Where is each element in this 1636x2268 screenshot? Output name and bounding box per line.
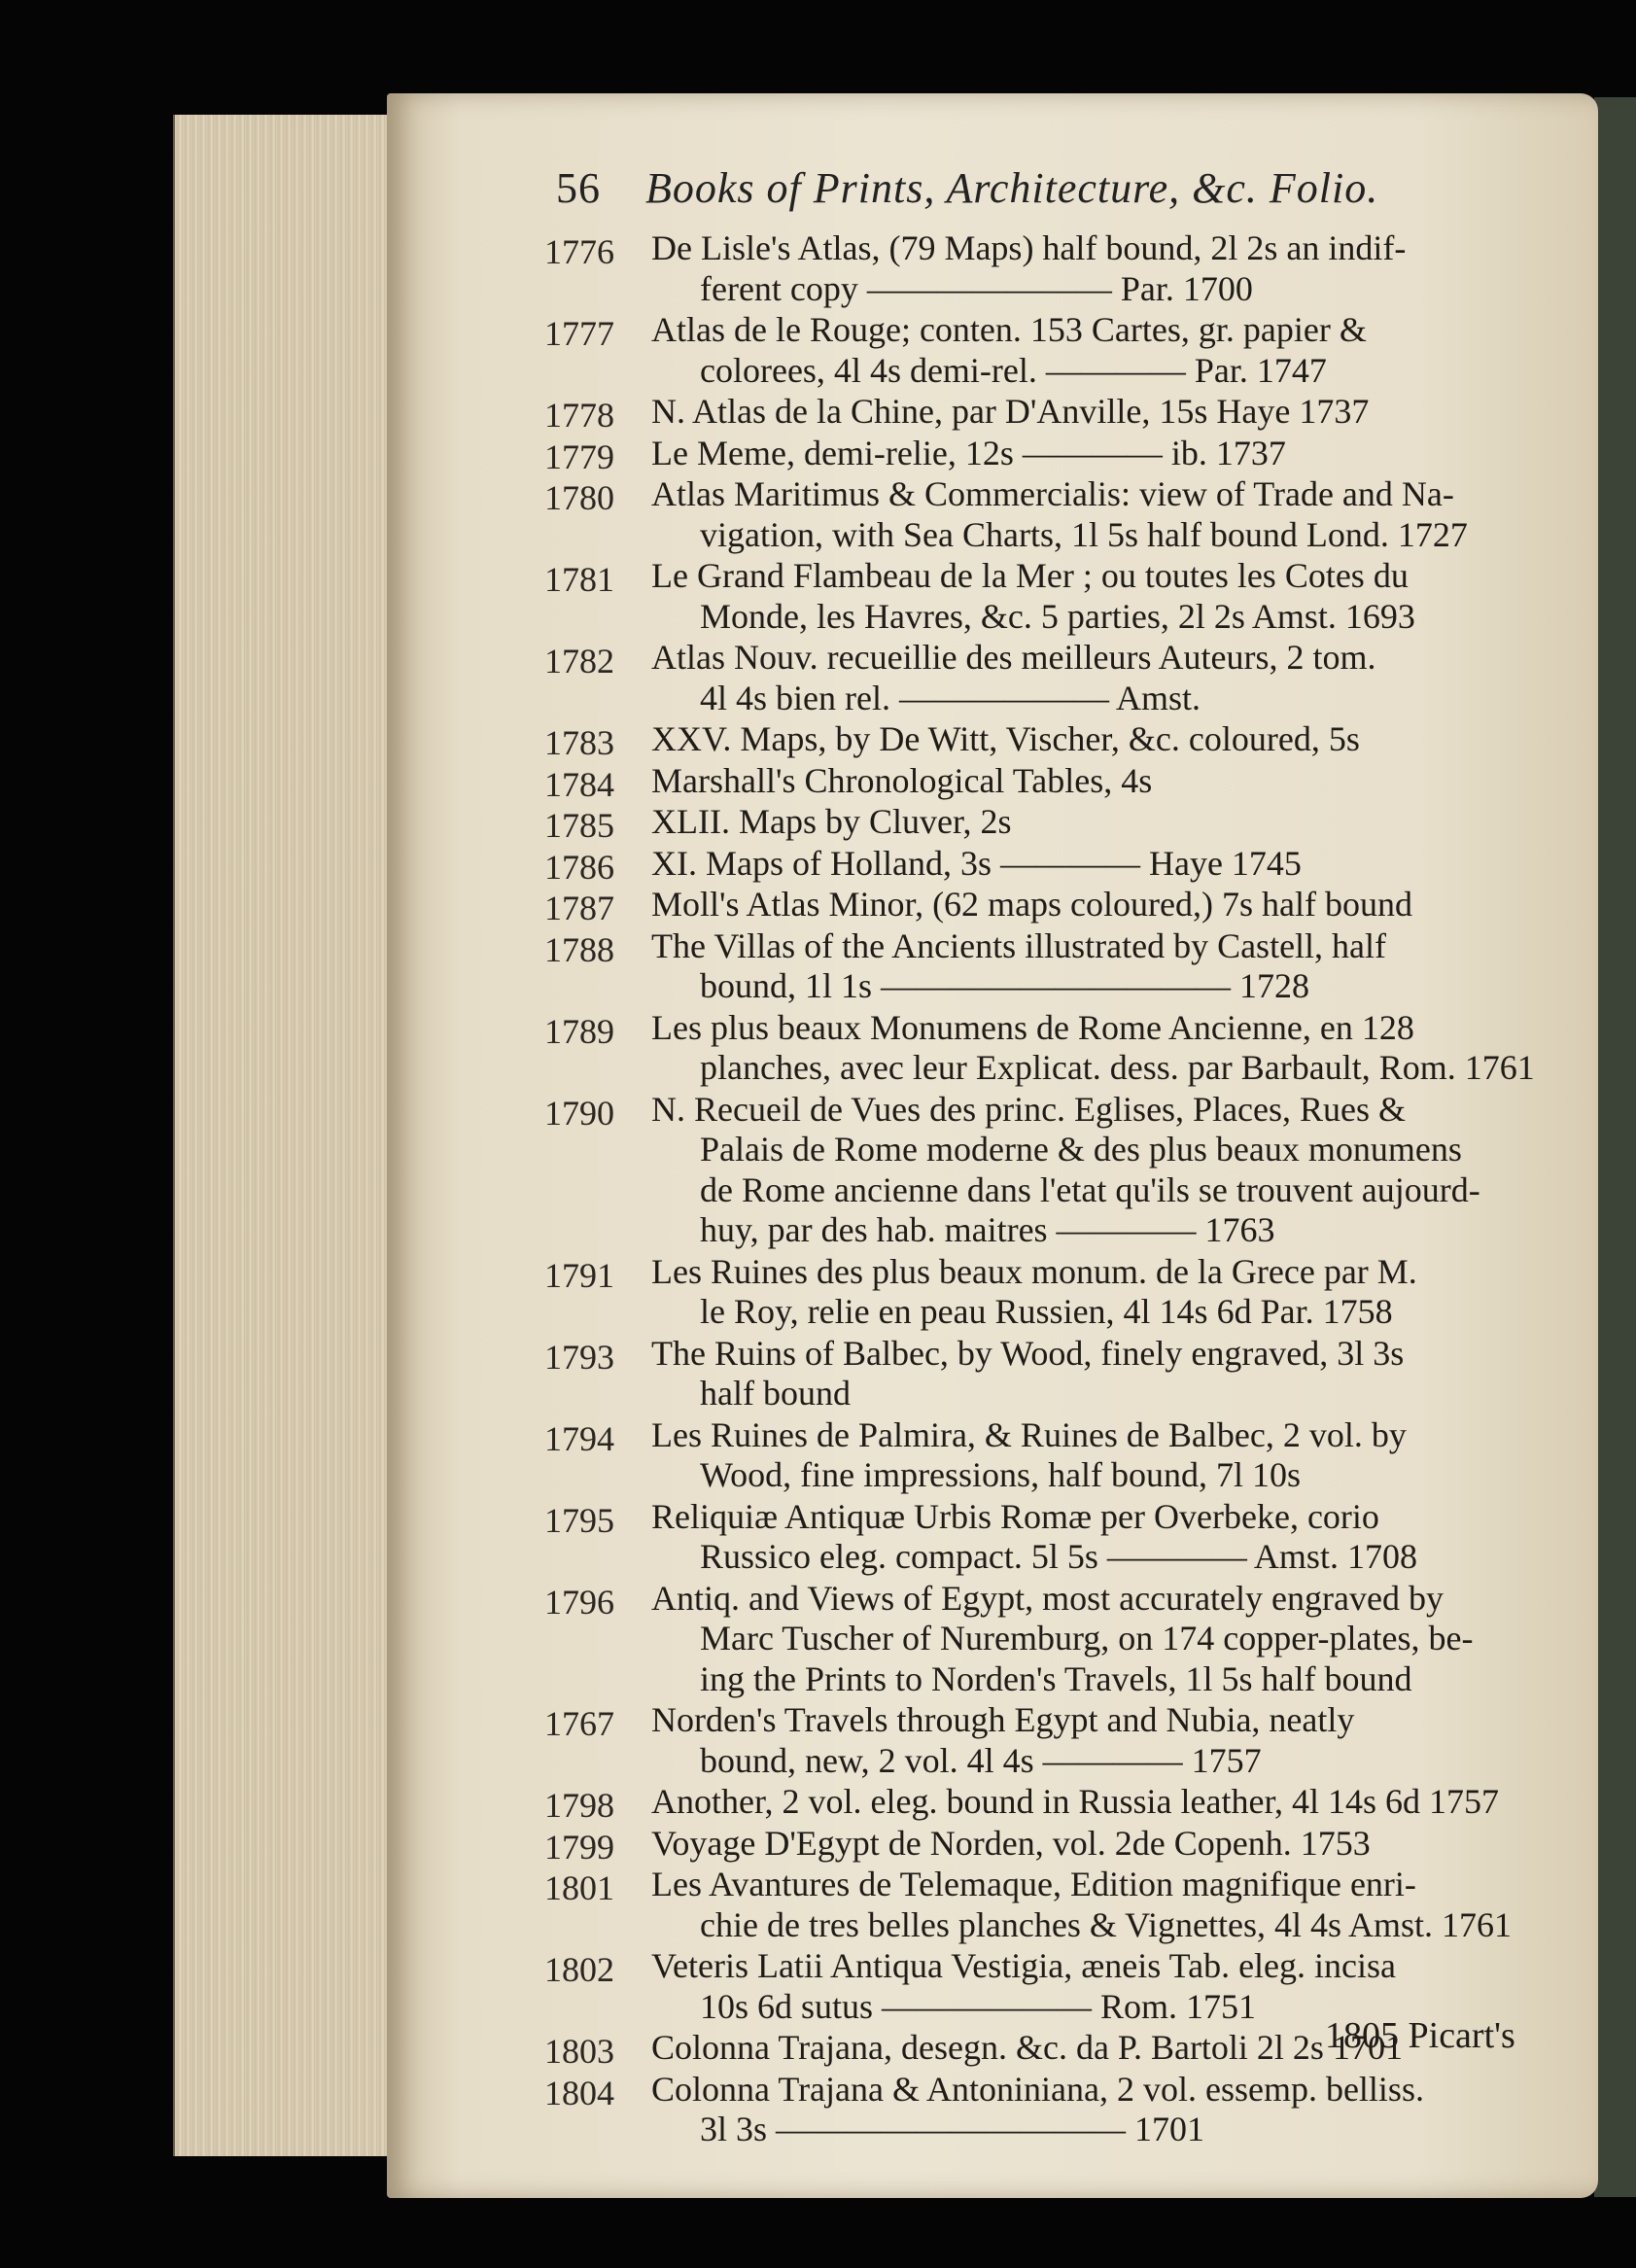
- entry-text-line: Atlas de le Rouge; conten. 153 Cartes, gr. papier &: [651, 310, 1367, 349]
- entry-text-line: Reliquiæ Antiquæ Urbis Romæ per Overbeke, corio: [651, 1496, 1379, 1536]
- entry-text-line: Les Avantures de Telemaque, Edition magnifique enri-: [651, 1865, 1416, 1903]
- entry-text-line: chie de tres belles planches & Vignettes, 4l 4s Amst. 1761: [700, 1904, 1513, 1944]
- entry-text-line: Voyage D'Egypt de Norden, vol. 2de Copenh. 1753: [651, 1823, 1371, 1863]
- page-number: 56: [556, 164, 601, 212]
- entry-text-line: Another, 2 vol. eleg. bound in Russia leather, 4l 14s 6d 1757: [651, 1782, 1499, 1821]
- lot-number: 1794: [544, 1418, 614, 1458]
- entry-text-line: Atlas Nouv. recueillie des meilleurs Auteurs, 2 tom.: [651, 638, 1376, 677]
- entry-text-line: ferent copy ——————— Par. 1700: [700, 268, 1253, 308]
- lot-number: 1798: [544, 1786, 614, 1825]
- entry-text-line: Marc Tuscher of Nuremburg, on 174 copper-plates, be-: [700, 1619, 1474, 1657]
- catalogue-entry: [544, 474, 1516, 555]
- page-edges: [173, 115, 399, 2156]
- lot-number: 1784: [544, 764, 614, 804]
- entry-text-line: Veteris Latii Antiqua Vestigia, æneis Tab. eleg. incisa: [651, 1946, 1397, 1985]
- lot-number: 1802: [544, 1950, 614, 1989]
- lot-number: 1788: [544, 929, 614, 969]
- catalogue-entry: [544, 719, 1516, 760]
- catalogue-entry: [544, 310, 1516, 391]
- entry-text-line: Wood, fine impressions, half bound, 7l 10s: [700, 1455, 1302, 1494]
- entry-text-line: Les Ruines de Palmira, & Ruines de Balbec, 2 vol. by: [651, 1414, 1407, 1454]
- catalogue-entry: [544, 1782, 1516, 1823]
- entry-text-line: XLII. Maps by Cluver, 2s: [651, 802, 1012, 841]
- entry-text-line: Antiq. and Views of Egypt, most accurately engraved by: [651, 1578, 1444, 1618]
- entry-text-line: planches, avec leur Explicat. dess. par Barbault, Rom. 1761: [700, 1048, 1535, 1087]
- entry-text-line: colorees, 4l 4s demi-rel. ———— Par. 1747: [700, 350, 1327, 390]
- entry-text-line: bound, 1l 1s —————————— 1728: [700, 966, 1310, 1005]
- lot-number: 1803: [544, 2032, 614, 2071]
- entry-text-line: Le Meme, demi-relie, 12s ———— ib. 1737: [651, 433, 1286, 472]
- lot-number: 1779: [544, 436, 614, 476]
- entry-text-line: Colonna Trajana, desegn. &c. da P. Bartoli 2l 2s 1701: [651, 2028, 1403, 2067]
- catalogue-entry: [544, 1579, 1516, 1700]
- lot-number: 1795: [544, 1500, 614, 1540]
- entry-text-line: le Roy, relie en peau Russien, 4l 14s 6d Par. 1758: [700, 1292, 1393, 1331]
- catalogue-entry: [544, 1252, 1516, 1333]
- catalogue-entry: [544, 885, 1516, 925]
- catalogue-entry: [544, 392, 1516, 433]
- lot-number: 1796: [544, 1582, 614, 1622]
- catalogue-entry: [544, 1497, 1516, 1578]
- entry-text-line: bound, new, 2 vol. 4l 4s ———— 1757: [700, 1740, 1262, 1780]
- entry-text-line: XI. Maps of Holland, 3s ———— Haye 1745: [651, 843, 1302, 883]
- catalogue-entry: [544, 844, 1516, 885]
- lot-number: 1804: [544, 2073, 614, 2112]
- entry-text-line: The Ruins of Balbec, by Wood, finely engraved, 3l 3s: [651, 1333, 1405, 1373]
- entry-text-line: 3l 3s —————————— 1701: [700, 2110, 1205, 2148]
- lot-number: 1787: [544, 889, 614, 927]
- entry-text-line: Les plus beaux Monumens de Rome Ancienne, en 128: [651, 1007, 1414, 1047]
- entry-text-line: huy, par des hab. maitres ———— 1763: [700, 1210, 1275, 1249]
- entry-text-line: Le Grand Flambeau de la Mer ; ou toutes les Cotes du: [651, 556, 1409, 595]
- entry-text-line: N. Recueil de Vues des princ. Eglises, Places, Rues &: [651, 1089, 1407, 1129]
- running-header: [556, 163, 1528, 213]
- lot-number: 1783: [544, 723, 614, 762]
- catalogue-entry: [544, 638, 1516, 718]
- entry-text-line: Monde, les Havres, &c. 5 parties, 2l 2s Amst. 1693: [700, 596, 1415, 636]
- lot-number: 1789: [544, 1011, 614, 1051]
- lot-number: 1778: [544, 396, 614, 435]
- entry-text-line: Les Ruines des plus beaux monum. de la Grece par M.: [651, 1251, 1417, 1291]
- lot-number: 1767: [544, 1704, 614, 1743]
- entry-text-line: Russico eleg. compact. 5l 5s ———— Amst. 1708: [700, 1537, 1417, 1576]
- entry-text-line: Marshall's Chronological Tables, 4s: [651, 760, 1153, 800]
- catalogue-entry: [544, 2070, 1516, 2150]
- lot-number: 1799: [544, 1827, 614, 1867]
- lot-number: 1782: [544, 642, 614, 680]
- entry-text-line: Palais de Rome moderne & des plus beaux monumens: [700, 1130, 1462, 1169]
- catalogue-entry: [544, 1415, 1516, 1496]
- catalogue-entry: [544, 1824, 1516, 1865]
- lot-number: 1786: [544, 847, 614, 887]
- entry-text-line: Colonna Trajana & Antoniniana, 2 vol. essemp. belliss.: [651, 2069, 1424, 2109]
- entry-text-line: 10s 6d sutus —————— Rom. 1751: [700, 1986, 1257, 2026]
- page-title: Books of Prints, Architecture, &c. Folio.: [645, 164, 1379, 212]
- lot-number: 1801: [544, 1868, 614, 1907]
- lot-number: 1780: [544, 478, 614, 517]
- entry-text-line: Atlas Maritimus & Commercialis: view of Trade and Na-: [651, 474, 1454, 513]
- catalogue-entry: [544, 1007, 1535, 1089]
- lot-number: 1790: [544, 1093, 614, 1133]
- catalogue-entry: [544, 1334, 1516, 1414]
- lot-number: 1793: [544, 1337, 614, 1377]
- catalogue-entry: [544, 434, 1516, 474]
- catchword: 1805 Picart's: [1325, 2015, 1515, 2056]
- entry-text-line: XXV. Maps, by De Witt, Vischer, &c. coloured, 5s: [651, 719, 1360, 758]
- catalogue-entry: [544, 1865, 1516, 1945]
- entry-text-line: The Villas of the Ancients illustrated by Castell, half: [651, 925, 1387, 965]
- catalogue-entries: [544, 228, 1535, 2151]
- catalogue-entry: [544, 556, 1516, 637]
- entry-text-line: 4l 4s bien rel. —————— Amst.: [700, 678, 1201, 717]
- lot-number: 1777: [544, 314, 614, 353]
- catalogue-entry: [544, 761, 1516, 802]
- entry-text-line: N. Atlas de la Chine, par D'Anville, 15s Haye 1737: [651, 392, 1370, 431]
- catalogue-entry: [544, 1700, 1516, 1781]
- entry-text-line: Norden's Travels through Egypt and Nubia, neatly: [651, 1700, 1355, 1739]
- lot-number: 1776: [544, 232, 614, 271]
- lot-number: 1785: [544, 806, 614, 845]
- entry-text-line: De Lisle's Atlas, (79 Maps) half bound, 2l 2s an indif-: [651, 228, 1407, 267]
- facing-page-edge: [1594, 97, 1636, 2197]
- catalogue-entry: [544, 1090, 1516, 1251]
- entry-text-line: de Rome ancienne dans l'etat qu'ils se trouvent aujourd-: [700, 1169, 1480, 1209]
- lot-number: 1791: [544, 1255, 614, 1295]
- entry-text-line: half bound: [700, 1374, 851, 1413]
- entry-text-line: vigation, with Sea Charts, 1l 5s half bound Lond. 1727: [700, 514, 1468, 554]
- entry-text-line: ing the Prints to Norden's Travels, 1l 5s half bound: [700, 1658, 1412, 1698]
- lot-number: 1781: [544, 560, 614, 599]
- catalogue-entry: [544, 926, 1516, 1007]
- entry-text-line: Moll's Atlas Minor, (62 maps coloured,) 7s half bound: [651, 885, 1412, 924]
- catalogue-entry: [544, 802, 1516, 843]
- catalogue-entry: [544, 228, 1516, 309]
